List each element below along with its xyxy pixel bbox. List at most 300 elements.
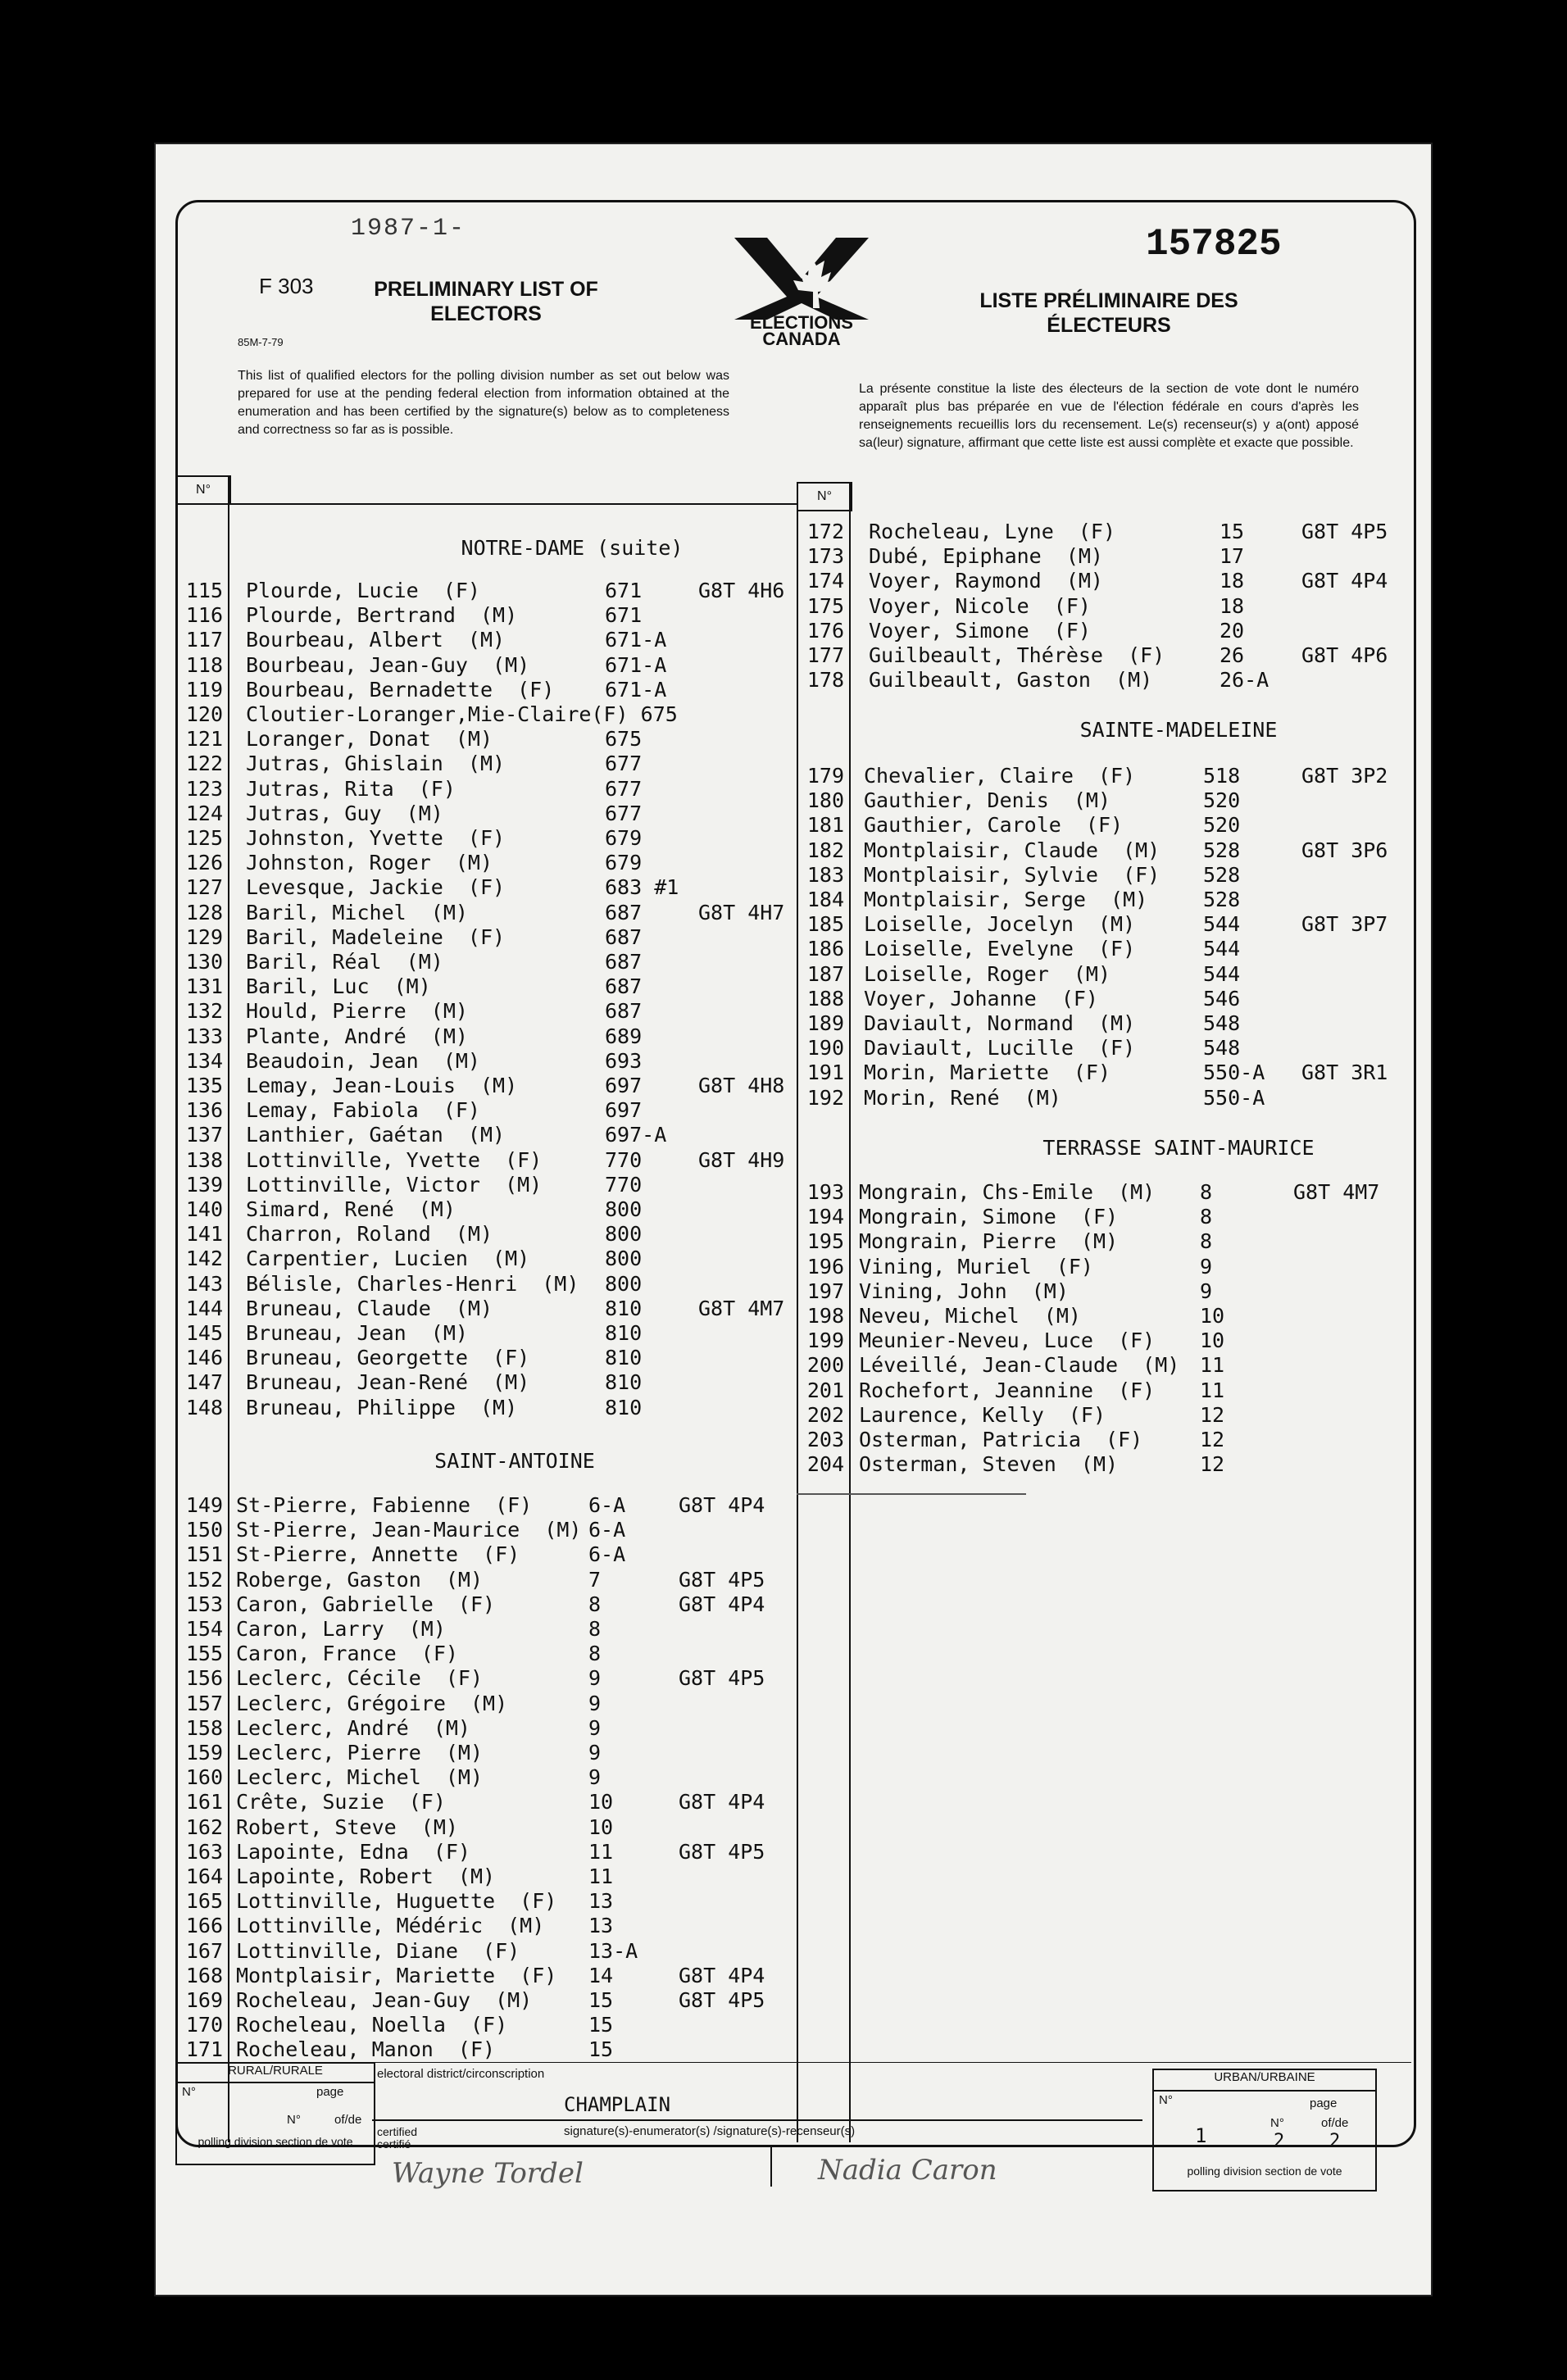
elector-address-number: 697: [605, 1098, 643, 1123]
postal-code: G8T 4P4: [1301, 569, 1388, 593]
elector-address-number: 8: [1200, 1180, 1213, 1204]
elector-address-number: 6-A: [588, 1518, 626, 1542]
elector-number: 143: [185, 1271, 223, 1296]
elector-address-number: 13: [588, 1889, 614, 1914]
elector-address-number: 26: [1220, 643, 1245, 667]
elector-address-number: 550-A: [1203, 1061, 1265, 1085]
postal-code: G8T 4P5: [679, 1839, 765, 1864]
elector-address-number: 544: [1203, 912, 1241, 937]
list-end-rule: [797, 1493, 1026, 1495]
elector-name: Lottinville, Médéric (M): [236, 1914, 545, 1938]
elector-address-number: 683 #1: [605, 875, 679, 900]
elector-address-number: 675: [605, 727, 643, 752]
section-title-notre-dame: NOTRE-DAME (suite): [461, 536, 684, 560]
elector-address-number: 671-A: [605, 652, 667, 677]
elector-address-number: 693: [605, 1048, 643, 1073]
elector-address-number: 8: [588, 1642, 602, 1666]
elector-name: Osterman, Steven (M): [859, 1452, 1119, 1477]
elector-address-number: 810: [605, 1321, 643, 1345]
elector-name: Loiselle, Roger (M): [864, 961, 1111, 986]
elector-name: Loiselle, Jocelyn (M): [864, 912, 1136, 937]
elector-number: 145: [185, 1321, 223, 1345]
elector-name: Charron, Roland (M): [246, 1222, 493, 1247]
elector-name: Vining, John (M): [859, 1279, 1069, 1303]
elector-name: Lottinville, Huguette (F): [236, 1889, 557, 1914]
urban-page-no-label: N°: [1270, 2116, 1284, 2130]
elector-address-number: 770: [605, 1147, 643, 1172]
elector-name: Voyer, Raymond (M): [869, 569, 1103, 593]
elector-name: Jutras, Rita (F): [246, 776, 456, 801]
elector-name: Leclerc, Cécile (F): [236, 1666, 484, 1691]
elector-name: Laurence, Kelly (F): [859, 1402, 1106, 1427]
elector-address-number: 671-A: [605, 677, 667, 702]
elector-name: Caron, Larry (M): [236, 1617, 446, 1641]
elector-number: 172: [806, 520, 844, 543]
elector-address-number: 520: [1203, 813, 1241, 838]
title-french: LISTE PRÉLIMINAIRE DES ÉLECTEURS: [979, 289, 1238, 337]
urban-no-label: N°: [1159, 2093, 1173, 2107]
postal-code: G8T 4P5: [1301, 520, 1388, 543]
elector-number: 119: [185, 677, 223, 702]
elector-name: Beaudoin, Jean (M): [246, 1048, 480, 1073]
elector-address-number: 10: [588, 1790, 614, 1815]
elector-address-number: 8: [588, 1592, 602, 1616]
elector-name: Voyer, Simone (F): [869, 618, 1091, 643]
elector-address-number: 671: [605, 579, 643, 602]
elector-number: 130: [185, 950, 223, 974]
elector-number: 135: [185, 1074, 223, 1097]
elector-number: 182: [806, 838, 844, 862]
elector-number: 184: [806, 888, 844, 911]
elector-name: Meunier-Neveu, Luce (F): [859, 1329, 1156, 1353]
elector-name: Lemay, Jean-Louis (M): [246, 1074, 518, 1097]
elector-number: 163: [185, 1839, 223, 1864]
elector-number: 190: [806, 1036, 844, 1061]
elector-name: Mongrain, Chs-Emile (M): [859, 1180, 1156, 1204]
postal-code: G8T 4P4: [679, 1592, 765, 1616]
elector-number: 127: [185, 875, 223, 900]
elector-number: 194: [806, 1205, 844, 1229]
elector-number: 183: [806, 862, 844, 887]
elector-number: 158: [185, 1715, 223, 1740]
elector-address-number: 520: [1203, 788, 1241, 813]
elector-address-number: 9: [588, 1765, 602, 1790]
elector-name: Leclerc, Pierre (M): [236, 1741, 484, 1765]
elector-address-number: 13: [588, 1914, 614, 1938]
elector-address-number: 10: [1200, 1329, 1225, 1353]
elector-number: 153: [185, 1592, 223, 1616]
number-column-rule-right: [849, 482, 851, 2142]
elector-address-number: 18: [1220, 569, 1245, 593]
elector-address-number: 687: [605, 974, 643, 999]
postal-code: G8T 4H7: [698, 900, 785, 924]
elector-number: 120: [185, 702, 223, 726]
elector-address-number: 550-A: [1203, 1085, 1265, 1110]
elector-address-number: 677: [605, 776, 643, 801]
elector-name: Vining, Muriel (F): [859, 1254, 1093, 1279]
urban-of-label: of/de: [1321, 2116, 1349, 2130]
elector-name: Bruneau, Claude (M): [246, 1296, 493, 1320]
elector-name: Jutras, Ghislain (M): [246, 752, 506, 776]
elector-address-number: 528: [1203, 862, 1241, 887]
elector-number: 191: [806, 1061, 844, 1085]
elector-address-number: 13-A: [588, 1938, 638, 1963]
elector-number: 174: [806, 569, 844, 593]
elector-name: Bourbeau, Bernadette (F): [246, 677, 555, 702]
elector-number: 117: [185, 628, 223, 652]
elector-name: Baril, Madeleine (F): [246, 924, 506, 949]
enumerator-signature-2: Nadia Caron: [818, 2154, 997, 2187]
elector-number: 139: [185, 1172, 223, 1197]
elector-number: 180: [806, 788, 844, 813]
form-number: F 303: [259, 274, 314, 298]
elector-address-number: 800: [605, 1197, 643, 1221]
elector-address-number: 687: [605, 924, 643, 949]
elector-address-number: 679: [605, 851, 643, 875]
elector-address-number: 770: [605, 1172, 643, 1197]
postal-code: G8T 4P4: [679, 1963, 765, 1987]
elector-number: 175: [806, 593, 844, 618]
elector-address-number: 9: [588, 1741, 602, 1765]
elector-address-number: 810: [605, 1395, 643, 1419]
elector-number: 165: [185, 1889, 223, 1914]
center-column-rule: [797, 482, 798, 2142]
elector-name: Hould, Pierre (M): [246, 999, 468, 1024]
elector-name: Chevalier, Claire (F): [864, 764, 1136, 788]
elector-name: Bruneau, Philippe (M): [246, 1395, 518, 1419]
elector-address-number: 9: [588, 1715, 602, 1740]
elector-address-number: 528: [1203, 888, 1241, 911]
elector-address-number: 548: [1203, 1036, 1241, 1061]
elector-name: Osterman, Patricia (F): [859, 1428, 1143, 1451]
elector-address-number: 544: [1203, 961, 1241, 986]
elector-number: 192: [806, 1085, 844, 1110]
elector-address-number: 697: [605, 1074, 643, 1097]
elector-name: Lapointe, Robert (M): [236, 1864, 496, 1888]
elector-number: 125: [185, 826, 223, 850]
postal-code: G8T 4H9: [698, 1147, 785, 1172]
elector-address-number: 677: [605, 752, 643, 776]
urban-polling-division: polling division section de vote: [1187, 2164, 1342, 2178]
elector-address-number: 697-A: [605, 1123, 667, 1147]
elector-number: 171: [185, 2037, 223, 2062]
elector-number: 136: [185, 1098, 223, 1123]
elector-address-number: 11: [1200, 1353, 1225, 1378]
signatures-label: signature(s)-enumerator(s) /signature(s)-recenseur(s): [564, 2124, 856, 2138]
elector-name: Levesque, Jackie (F): [246, 875, 506, 900]
rural-label: RURAL/RURALE: [175, 2062, 375, 2083]
elector-number: 176: [806, 618, 844, 643]
elector-name: Caron, Gabrielle (F): [236, 1592, 496, 1616]
elector-address-number: 11: [1200, 1378, 1225, 1402]
elector-address-number: 14: [588, 1963, 614, 1987]
elector-number: 196: [806, 1254, 844, 1279]
elector-name: Carpentier, Lucien (M): [246, 1247, 530, 1271]
page-number: 2: [1274, 2131, 1285, 2151]
elector-number: 146: [185, 1346, 223, 1370]
elector-name: Lemay, Fabiola (F): [246, 1098, 480, 1123]
postal-code: G8T 4P4: [679, 1790, 765, 1815]
elector-number: 124: [185, 801, 223, 825]
elector-address-number: 671-A: [605, 628, 667, 652]
elector-number: 115: [185, 579, 223, 602]
elector-address-number: 528: [1203, 838, 1241, 862]
elector-name: Lottinville, Victor (M): [246, 1172, 543, 1197]
district-rule: [372, 2119, 1142, 2121]
elector-number: 179: [806, 764, 844, 788]
elector-name: Rocheleau, Noella (F): [236, 2013, 508, 2037]
section-title-terrasse-saint-maurice: TERRASSE SAINT-MAURICE: [1042, 1136, 1315, 1160]
elector-number: 198: [806, 1304, 844, 1328]
elector-address-number: 20: [1220, 618, 1245, 643]
elector-name: Rocheleau, Jean-Guy (M): [236, 1988, 533, 2012]
rural-of-label: of/de: [334, 2113, 362, 2127]
elector-name: Roberge, Gaston (M): [236, 1567, 484, 1592]
elector-name: Baril, Réal (M): [246, 950, 443, 974]
elector-name: Léveillé, Jean-Claude (M): [859, 1353, 1180, 1378]
elector-address-number: 12: [1200, 1452, 1225, 1477]
elector-name: Loiselle, Evelyne (F): [864, 937, 1136, 961]
elector-number: 159: [185, 1741, 223, 1765]
elector-number: 188: [806, 986, 844, 1011]
elector-number: 167: [185, 1938, 223, 1963]
postal-code: G8T 4H6: [698, 579, 785, 602]
elector-number: 151: [185, 1542, 223, 1567]
elector-name: St-Pierre, Fabienne (F): [236, 1493, 533, 1517]
elector-number: 132: [185, 999, 223, 1024]
elector-address-number: 518: [1203, 764, 1241, 788]
logo-text-canada: CANADA: [762, 329, 841, 349]
elector-number: 201: [806, 1378, 844, 1402]
elector-name: Baril, Michel (M): [246, 900, 468, 924]
elector-name: Morin, René (M): [864, 1085, 1061, 1110]
elector-number: 129: [185, 924, 223, 949]
logo-text-elections: ELECTIONS: [750, 312, 853, 333]
rural-box: [175, 2082, 375, 2165]
elector-name: Simard, René (M): [246, 1197, 456, 1221]
elector-address-number: 9: [588, 1691, 602, 1715]
elector-name: Montplaisir, Sylvie (F): [864, 862, 1160, 887]
ink-stamp: 1987-1-: [351, 215, 466, 243]
elector-number: 186: [806, 937, 844, 961]
elector-address-number: 810: [605, 1296, 643, 1320]
elector-number: 195: [806, 1229, 844, 1254]
elector-name: Bruneau, Georgette (F): [246, 1346, 530, 1370]
elector-number: 134: [185, 1048, 223, 1073]
elector-name: Loranger, Donat (M): [246, 727, 493, 752]
elector-address-number: 11: [588, 1864, 614, 1888]
elector-number: 131: [185, 974, 223, 999]
postal-code: G8T 4M7: [698, 1296, 785, 1320]
rural-polling-division: polling division section de vote: [198, 2135, 353, 2148]
elector-name: Dubé, Epiphane (M): [869, 544, 1103, 569]
elector-address-number: 687: [605, 900, 643, 924]
postal-code: G8T 4P6: [1301, 643, 1388, 667]
elector-name: Rochefort, Jeannine (F): [859, 1378, 1156, 1402]
rural-no-label: N°: [182, 2085, 196, 2099]
elector-name: Voyer, Johanne (F): [864, 986, 1098, 1011]
elector-name: Rocheleau, Manon (F): [236, 2037, 496, 2062]
elector-number: 155: [185, 1642, 223, 1666]
elector-number: 144: [185, 1296, 223, 1320]
elector-name: Mongrain, Pierre (M): [859, 1229, 1119, 1254]
elector-address-number: 9: [1200, 1279, 1213, 1303]
elector-number: 123: [185, 776, 223, 801]
elector-number: 116: [185, 603, 223, 628]
elector-name: Plante, André (M): [246, 1024, 468, 1048]
elector-number: 160: [185, 1765, 223, 1790]
elector-name: Bruneau, Jean (M): [246, 1321, 468, 1345]
elector-address-number: 687: [605, 950, 643, 974]
elector-name: Guilbeault, Thérèse (F): [869, 643, 1165, 667]
number-column-rule-left: [228, 475, 229, 2142]
elector-number: 140: [185, 1197, 223, 1221]
elector-name: Robert, Steve (M): [236, 1815, 458, 1839]
elector-name: Leclerc, Grégoire (M): [236, 1691, 508, 1715]
elector-number: 142: [185, 1247, 223, 1271]
elector-number: 122: [185, 752, 223, 776]
postal-code: G8T 3R1: [1301, 1061, 1388, 1085]
elector-name: Neveu, Michel (M): [859, 1304, 1081, 1328]
header-rule-left: [175, 503, 797, 505]
signature-divider: [770, 2147, 772, 2187]
elector-number: 150: [185, 1518, 223, 1542]
elector-name: Plourde, Bertrand (M): [246, 603, 518, 628]
postal-code: G8T 4P4: [679, 1493, 765, 1517]
elector-number: 185: [806, 912, 844, 937]
district-name: CHAMPLAIN: [564, 2093, 671, 2116]
elector-name: Daviault, Lucille (F): [864, 1036, 1136, 1061]
elector-name: Leclerc, André (M): [236, 1715, 470, 1740]
elector-number: 170: [185, 2013, 223, 2037]
postal-code: G8T 4P5: [679, 1988, 765, 2012]
elector-number: 128: [185, 900, 223, 924]
elector-name: Montplaisir, Mariette (F): [236, 1963, 557, 1987]
elector-address-number: 810: [605, 1346, 643, 1370]
column-header-no-right: N°: [797, 482, 852, 511]
elector-name: St-Pierre, Jean-Maurice (M): [236, 1518, 582, 1542]
elector-number: 197: [806, 1279, 844, 1303]
elector-number: 148: [185, 1395, 223, 1419]
postal-code: G8T 4M7: [1293, 1180, 1380, 1204]
elector-name: Lottinville, Diane (F): [236, 1938, 520, 1963]
elector-address-number: 687: [605, 999, 643, 1024]
elector-address-number: 12: [1200, 1402, 1225, 1427]
notice-english: This list of qualified electors for the polling division number as set out below was prepared for use at the pending federal election from information obtained at the enumeration and has been certified by the signature(s) below as to completeness and correctness so far as is possible.: [238, 369, 729, 437]
elector-address-number: 544: [1203, 937, 1241, 961]
elector-address-number: 800: [605, 1271, 643, 1296]
column-header-no-left: N°: [175, 475, 231, 505]
elector-name: Morin, Mariette (F): [864, 1061, 1111, 1085]
elector-name: Bourbeau, Albert (M): [246, 628, 506, 652]
elector-number: 187: [806, 961, 844, 986]
elector-name: Crête, Suzie (F): [236, 1790, 446, 1815]
elector-address-number: 810: [605, 1370, 643, 1395]
elector-number: 164: [185, 1864, 223, 1888]
urban-box: [1152, 2090, 1377, 2192]
urban-polling-number: 1: [1195, 2124, 1207, 2147]
section-title-sainte-madeleine: SAINTE-MADELEINE: [1079, 718, 1278, 742]
elector-number: 157: [185, 1691, 223, 1715]
certified-label: certified certifié: [377, 2125, 418, 2151]
elector-number: 181: [806, 813, 844, 838]
elector-number: 168: [185, 1963, 223, 1987]
elector-name: Gauthier, Carole (F): [864, 813, 1124, 838]
section-title-saint-antoine: SAINT-ANTOINE: [434, 1449, 595, 1473]
elector-name: Montplaisir, Serge (M): [864, 888, 1148, 911]
elector-name: Baril, Luc (M): [246, 974, 431, 999]
elector-number: 173: [806, 544, 844, 569]
elector-address-number: 6-A: [588, 1542, 626, 1567]
elector-name: Johnston, Yvette (F): [246, 826, 506, 850]
elector-name: Rocheleau, Lyne (F): [869, 520, 1116, 543]
elector-name: Lottinville, Yvette (F): [246, 1147, 543, 1172]
elector-address-number: 671: [605, 603, 643, 628]
elector-name: Guilbeault, Gaston (M): [869, 668, 1153, 693]
elector-name: Daviault, Normand (M): [864, 1011, 1136, 1035]
elector-number: 178: [806, 668, 844, 693]
form-date: 85M-7-79: [238, 336, 284, 348]
elector-number: 147: [185, 1370, 223, 1395]
elector-number: 154: [185, 1617, 223, 1641]
notice-french: La présente constitue la liste des électeurs de la section de vote dont le numéro apparaît plus bas préparée en vue de l'élection fédérale en cours d'après les renseignements recueillis lors du recensement. Le(s) recenseur(s) y a(ont) apposé sa(leur) signature, affirmant que cette liste est aussi complète et exacte que possible.: [859, 382, 1359, 450]
elector-address-number: 11: [588, 1839, 614, 1864]
elector-name: Bruneau, Jean-René (M): [246, 1370, 530, 1395]
elector-address-number: 26-A: [1220, 668, 1269, 693]
elector-number: 189: [806, 1011, 844, 1035]
urban-page-label: page: [1310, 2096, 1338, 2110]
elector-address-number: 8: [588, 1617, 602, 1641]
elector-address-number: 10: [588, 1815, 614, 1839]
postal-code: G8T 3P7: [1301, 912, 1388, 937]
elector-name: Jutras, Guy (M): [246, 801, 443, 825]
elector-address-number: 18: [1220, 593, 1245, 618]
elector-name: Montplaisir, Claude (M): [864, 838, 1160, 862]
urban-label: URBAN/URBAINE: [1152, 2069, 1377, 2092]
elector-number: 200: [806, 1353, 844, 1378]
elector-number: 121: [185, 727, 223, 752]
elector-address-number: 15: [588, 2037, 614, 2062]
elector-number: 118: [185, 652, 223, 677]
elector-address-number: 12: [1200, 1428, 1225, 1451]
elector-number: 204: [806, 1452, 844, 1477]
elector-address-number: 800: [605, 1247, 643, 1271]
elector-name: Gauthier, Denis (M): [864, 788, 1111, 813]
elector-number: 199: [806, 1329, 844, 1353]
title-english: PRELIMINARY LIST OF ELECTORS: [374, 278, 598, 325]
elector-number: 202: [806, 1402, 844, 1427]
elector-number: 193: [806, 1180, 844, 1204]
elector-address-number: 15: [1220, 520, 1245, 543]
elector-number: 161: [185, 1790, 223, 1815]
elector-number: 162: [185, 1815, 223, 1839]
elector-number: 166: [185, 1914, 223, 1938]
rural-page-no-label: N°: [287, 2113, 301, 2127]
elector-name: St-Pierre, Annette (F): [236, 1542, 520, 1567]
elector-number: 137: [185, 1123, 223, 1147]
elector-address-number: 15: [588, 1988, 614, 2012]
elector-address-number: 677: [605, 801, 643, 825]
elector-number: 149: [185, 1493, 223, 1517]
elector-name: Bourbeau, Jean-Guy (M): [246, 652, 530, 677]
district-label: electoral district/circonscription: [377, 2067, 545, 2081]
postal-code: G8T 4P5: [679, 1666, 765, 1691]
elector-address-number: 6-A: [588, 1493, 626, 1517]
elector-address-number: 7: [588, 1567, 602, 1592]
elector-number: 177: [806, 643, 844, 667]
postal-code: G8T 4P5: [679, 1567, 765, 1592]
elector-name: Leclerc, Michel (M): [236, 1765, 484, 1790]
